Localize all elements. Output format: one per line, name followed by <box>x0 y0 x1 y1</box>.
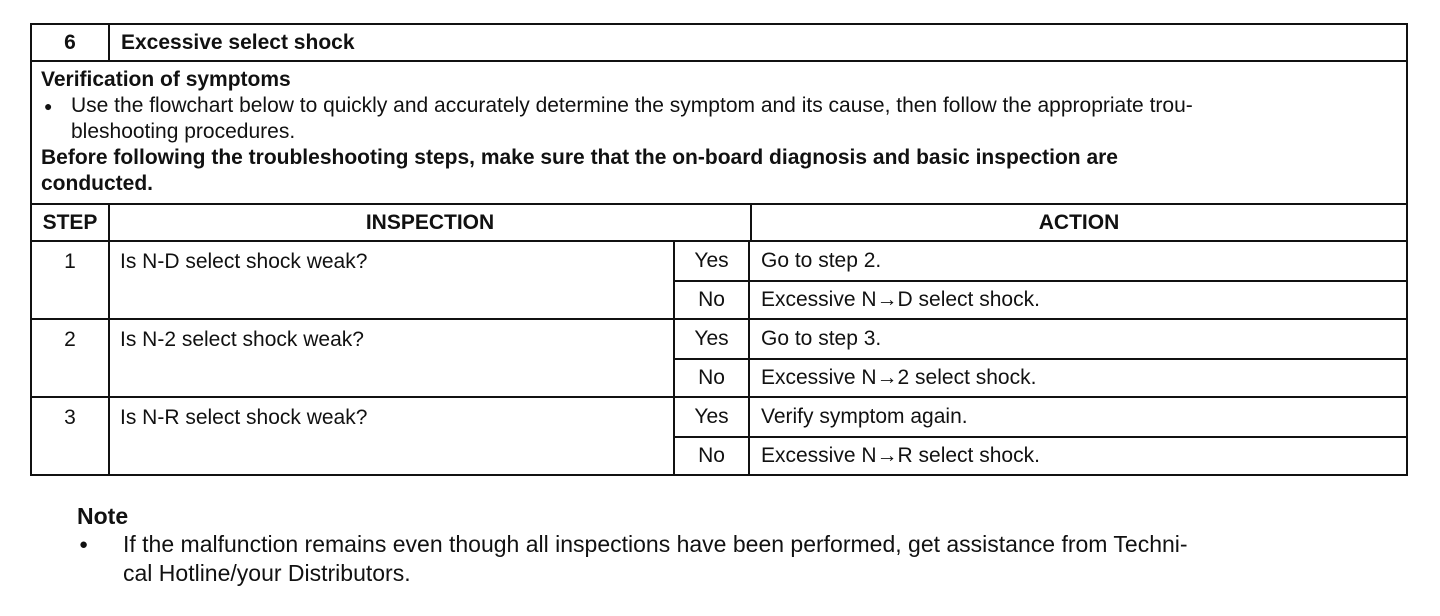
section-title-row <box>32 25 1406 62</box>
steps-header-row <box>32 205 1406 242</box>
step-number: 3 <box>32 398 110 474</box>
answer-label: Yes <box>673 320 750 358</box>
verification-bullet-line1: Use the flowchart below to quickly and accurately determine the symptom and its cause, then follow the appropriate trou- <box>71 94 1193 117</box>
verification-notice <box>41 145 1398 197</box>
verification-block <box>32 62 1406 205</box>
step-number: 1 <box>32 242 110 318</box>
answer-label: Yes <box>673 398 750 436</box>
answer-label: Yes <box>673 242 750 280</box>
step-answers <box>673 320 1406 396</box>
answer-label: No <box>673 438 750 474</box>
note-line2: cal Hotline/your Distributors. <box>123 560 411 586</box>
step-row <box>32 320 1406 398</box>
answer-row-no <box>673 358 1406 396</box>
answer-label: No <box>673 360 750 396</box>
answer-action: Excessive N→R select shock. <box>761 444 1040 467</box>
step-question: Is N-D select shock weak? <box>120 250 368 273</box>
header-step: STEP <box>32 205 110 240</box>
step-number: 2 <box>32 320 110 396</box>
answer-row-no <box>673 436 1406 474</box>
bullet-icon: ● <box>44 98 53 114</box>
answer-row-no <box>673 280 1406 318</box>
step-row <box>32 398 1406 474</box>
answer-action: Verify symptom again. <box>761 405 968 428</box>
answer-row-yes <box>673 242 1406 280</box>
step-answers <box>673 242 1406 318</box>
step-answers <box>673 398 1406 474</box>
header-inspection: INSPECTION <box>110 205 752 240</box>
verification-bullet-text <box>71 93 1398 145</box>
answer-action: Go to step 2. <box>761 249 882 272</box>
answer-action: Excessive N→2 select shock. <box>761 366 1037 389</box>
section-number: 6 <box>32 25 110 60</box>
answer-row-yes <box>673 320 1406 358</box>
step-row <box>32 242 1406 320</box>
note-bullet <box>77 530 1397 588</box>
troubleshooting-table <box>30 23 1408 476</box>
note-title: Note <box>77 503 129 529</box>
header-action: ACTION <box>1038 210 1120 234</box>
answer-action: Excessive N→D select shock. <box>761 288 1040 311</box>
note-text <box>123 530 1397 588</box>
answer-action: Go to step 3. <box>761 327 882 350</box>
answer-label: No <box>673 282 750 318</box>
bullet-icon: ● <box>79 536 89 553</box>
step-question: Is N-R select shock weak? <box>120 406 368 429</box>
verification-heading: Verification of symptoms <box>41 68 291 91</box>
step-question: Is N-2 select shock weak? <box>120 328 364 351</box>
note-line1: If the malfunction remains even though all inspections have been performed, get assistance from Techni- <box>123 531 1188 557</box>
note-block <box>77 502 1397 588</box>
answer-row-yes <box>673 398 1406 436</box>
verification-bullet <box>41 93 1398 145</box>
section-title: Excessive select shock <box>121 30 355 54</box>
verification-notice-line2: conducted. <box>41 172 154 195</box>
verification-bullet-line2: bleshooting procedures. <box>71 120 296 143</box>
verification-notice-line1: Before following the troubleshooting steps, make sure that the on-board diagnosis and basic inspection are <box>41 146 1118 169</box>
